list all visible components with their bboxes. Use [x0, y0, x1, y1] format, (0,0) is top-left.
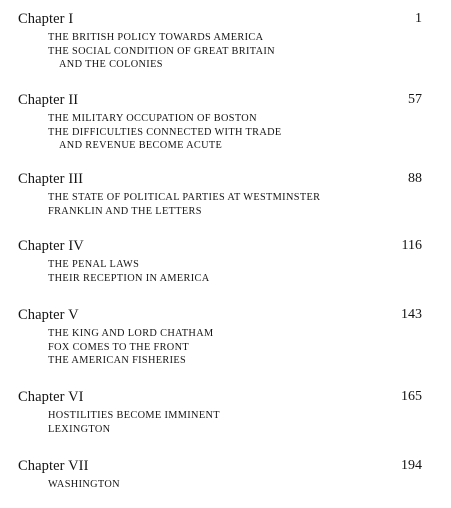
- chapter-entry: [0, 236, 451, 284]
- chapter-label: Chapter VI: [18, 389, 84, 405]
- chapter-entry: [0, 387, 451, 435]
- topic-line: THE MILITARY OCCUPATION OF BOSTON: [48, 113, 257, 124]
- topic-line: FRANKLIN AND THE LETTERS: [48, 205, 202, 217]
- chapter-page-number: 165: [401, 389, 422, 404]
- chapter-heading: [0, 236, 451, 256]
- chapter-page-number: 143: [401, 307, 422, 322]
- topic-line: THEIR RECEPTION IN AMERICA: [48, 272, 210, 284]
- chapter-label: Chapter II: [18, 92, 79, 108]
- topic-line: THE SOCIAL CONDITION OF GREAT BRITAIN: [48, 45, 275, 57]
- chapter-entry: [0, 90, 451, 151]
- chapter-topics: [48, 327, 214, 368]
- chapter-topics: [48, 478, 120, 492]
- chapter-topics: [48, 112, 282, 153]
- chapter-label: Chapter IV: [18, 238, 84, 254]
- chapter-page-number: 1: [415, 11, 422, 26]
- topic-line-continuation: AND REVENUE BECOME ACUTE: [59, 140, 223, 151]
- chapter-label: Chapter III: [18, 171, 84, 187]
- chapter-topics: [48, 31, 275, 72]
- chapter-page-number: 57: [408, 92, 422, 107]
- chapter-topics: [48, 258, 210, 285]
- chapter-topics: [48, 409, 220, 436]
- topic-line: THE PENAL LAWS: [48, 259, 140, 270]
- chapter-topics: [48, 191, 320, 218]
- topic-line: THE STATE OF POLITICAL PARTIES AT WESTMINSTER: [48, 192, 321, 203]
- chapter-heading: [0, 90, 451, 110]
- chapter-heading: [0, 9, 451, 29]
- topic-line: LEXINGTON: [48, 423, 111, 435]
- chapter-label: Chapter I: [18, 11, 74, 27]
- topic-line: WASHINGTON: [48, 479, 120, 490]
- chapter-heading: [0, 169, 451, 189]
- topic-line: THE KING AND LORD CHATHAM: [48, 328, 214, 339]
- chapter-page-number: 88: [408, 171, 422, 186]
- topic-line: THE BRITISH POLICY TOWARDS AMERICA: [48, 32, 264, 43]
- chapter-entry: [0, 9, 451, 70]
- topic-line-continuation: AND THE COLONIES: [59, 59, 163, 70]
- chapter-entry: [0, 169, 451, 217]
- chapter-heading: [0, 387, 451, 407]
- chapter-entry: [0, 305, 451, 366]
- chapter-page-number: 194: [401, 458, 422, 473]
- chapter-entry: [0, 456, 451, 490]
- chapter-label: Chapter V: [18, 307, 79, 323]
- topic-line: FOX COMES TO THE FRONT: [48, 341, 190, 353]
- chapter-heading: [0, 456, 451, 476]
- chapter-heading: [0, 305, 451, 325]
- chapter-page-number: 116: [401, 238, 422, 253]
- topic-line: THE AMERICAN FISHERIES: [48, 355, 187, 366]
- chapter-label: Chapter VII: [18, 458, 89, 474]
- topic-line: HOSTILITIES BECOME IMMINENT: [48, 410, 220, 421]
- topic-line: THE DIFFICULTIES CONNECTED WITH TRADE: [48, 126, 282, 138]
